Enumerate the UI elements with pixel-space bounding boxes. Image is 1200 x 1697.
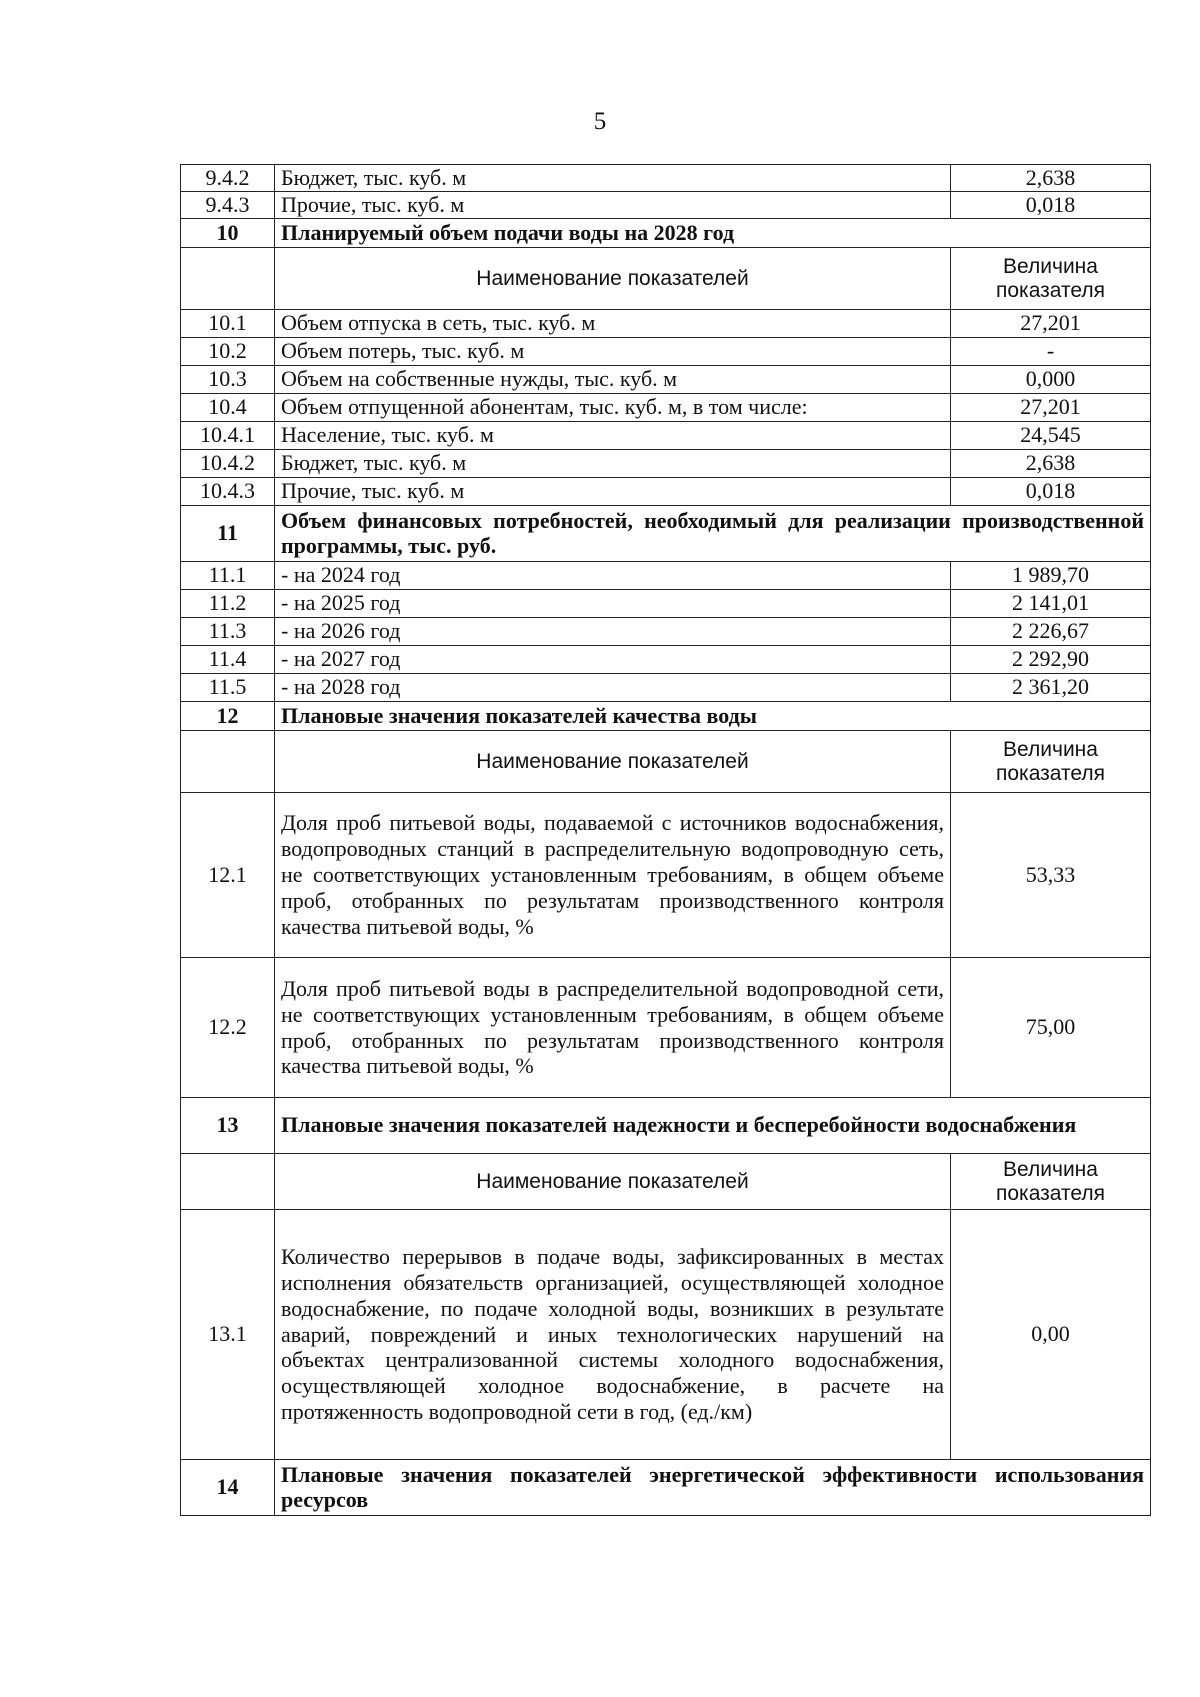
row-name: Доля проб питьевой воды в распределительной водопроводной сети, не соответствующих установленным требованиям, в общем объеме проб, отобранных по результатам производственного контроля качества питьевой воды, % xyxy=(275,958,951,1098)
row-value: 1 989,70 xyxy=(951,562,1151,590)
table-row xyxy=(181,366,1151,394)
row-number: 11.1 xyxy=(181,562,275,590)
row-value: 0,018 xyxy=(951,192,1151,219)
table-row xyxy=(181,478,1151,506)
header-blank xyxy=(181,1154,275,1210)
header-value: Величина показателя xyxy=(951,1154,1151,1210)
table-row xyxy=(181,338,1151,366)
row-number: 12.2 xyxy=(181,958,275,1098)
row-value: - xyxy=(951,338,1151,366)
table-row xyxy=(181,1210,1151,1460)
section-number: 13 xyxy=(181,1098,275,1154)
table-row xyxy=(181,192,1151,219)
table-row xyxy=(181,310,1151,338)
section-row xyxy=(181,1460,1151,1516)
row-value: 0,00 xyxy=(951,1210,1151,1460)
table-row xyxy=(181,674,1151,702)
section-title: Объем финансовых потребностей, необходимый для реализации производственной программы, тыс. руб. xyxy=(275,506,1151,562)
row-name: Доля проб питьевой воды, подаваемой с источников водоснабжения, водопроводных станций в распределительную водопроводную сеть, не соответствующих установленным требованиям, в общем объеме проб, отобранных по результатам производственного контроля качества питьевой воды, % xyxy=(275,793,951,958)
row-name: Объем отпущенной абонентам, тыс. куб. м, в том числе: xyxy=(275,394,951,422)
header-row xyxy=(181,1154,1151,1210)
row-value: 2,638 xyxy=(951,450,1151,478)
header-row xyxy=(181,248,1151,310)
section-title: Плановые значения показателей качества воды xyxy=(275,702,1151,731)
row-number: 10.4.2 xyxy=(181,450,275,478)
table-row xyxy=(181,590,1151,618)
row-name: - на 2025 год xyxy=(275,590,951,618)
header-name: Наименование показателей xyxy=(275,248,951,310)
row-number: 11.3 xyxy=(181,618,275,646)
header-name: Наименование показателей xyxy=(275,731,951,793)
row-number: 9.4.3 xyxy=(181,192,275,219)
indicators-table xyxy=(180,164,1151,1516)
row-name: Бюджет, тыс. куб. м xyxy=(275,450,951,478)
section-row xyxy=(181,219,1151,248)
row-value: 0,018 xyxy=(951,478,1151,506)
row-name: Население, тыс. куб. м xyxy=(275,422,951,450)
section-number: 12 xyxy=(181,702,275,731)
table-row xyxy=(181,394,1151,422)
row-number: 10.2 xyxy=(181,338,275,366)
row-name: Объем потерь, тыс. куб. м xyxy=(275,338,951,366)
table-row xyxy=(181,958,1151,1098)
row-name: - на 2027 год xyxy=(275,646,951,674)
row-value: 53,33 xyxy=(951,793,1151,958)
table-row xyxy=(181,618,1151,646)
row-name: Объем на собственные нужды, тыс. куб. м xyxy=(275,366,951,394)
row-name: Прочие, тыс. куб. м xyxy=(275,192,951,219)
section-row xyxy=(181,1098,1151,1154)
row-number: 11.4 xyxy=(181,646,275,674)
row-name: Прочие, тыс. куб. м xyxy=(275,478,951,506)
section-number: 14 xyxy=(181,1460,275,1516)
table-row xyxy=(181,450,1151,478)
row-name: - на 2028 год xyxy=(275,674,951,702)
row-value: 75,00 xyxy=(951,958,1151,1098)
section-row xyxy=(181,506,1151,562)
table-row xyxy=(181,422,1151,450)
header-value: Величина показателя xyxy=(951,248,1151,310)
row-name: - на 2024 год xyxy=(275,562,951,590)
row-name: Объем отпуска в сеть, тыс. куб. м xyxy=(275,310,951,338)
header-name: Наименование показателей xyxy=(275,1154,951,1210)
section-row xyxy=(181,702,1151,731)
table-row xyxy=(181,165,1151,192)
header-blank xyxy=(181,731,275,793)
row-number: 13.1 xyxy=(181,1210,275,1460)
section-number: 11 xyxy=(181,506,275,562)
row-number: 10.4.1 xyxy=(181,422,275,450)
table-row xyxy=(181,646,1151,674)
row-number: 11.5 xyxy=(181,674,275,702)
row-name: Количество перерывов в подаче воды, зафиксированных в местах исполнения обязательств организацией, осуществляющей холодное водоснабжение, по подаче холодной воды, возникших в результате аварий, повреждений и иных технологических нарушений на объектах централизованной системы холодного водоснабжения, осуществляющей холодное водоснабжение, в расчете на протяженность водопроводной сети в год, (ед./км) xyxy=(275,1210,951,1460)
row-number: 10.3 xyxy=(181,366,275,394)
row-name: Бюджет, тыс. куб. м xyxy=(275,165,951,192)
row-name: - на 2026 год xyxy=(275,618,951,646)
section-number: 10 xyxy=(181,219,275,248)
section-title: Планируемый объем подачи воды на 2028 год xyxy=(275,219,1151,248)
row-value: 0,000 xyxy=(951,366,1151,394)
row-value: 27,201 xyxy=(951,310,1151,338)
table-row xyxy=(181,793,1151,958)
header-row xyxy=(181,731,1151,793)
section-title: Плановые значения показателей надежности и бесперебойности водоснабжения xyxy=(275,1098,1151,1154)
row-number: 10.4 xyxy=(181,394,275,422)
header-value: Величина показателя xyxy=(951,731,1151,793)
header-blank xyxy=(181,248,275,310)
row-value: 2 226,67 xyxy=(951,618,1151,646)
row-value: 2 361,20 xyxy=(951,674,1151,702)
row-number: 10.1 xyxy=(181,310,275,338)
row-number: 9.4.2 xyxy=(181,165,275,192)
row-value: 2,638 xyxy=(951,165,1151,192)
table-row xyxy=(181,562,1151,590)
page-number: 5 xyxy=(593,108,607,135)
row-value: 2 141,01 xyxy=(951,590,1151,618)
section-title: Плановые значения показателей энергетической эффективности использования ресурсов xyxy=(275,1460,1151,1516)
row-number: 11.2 xyxy=(181,590,275,618)
row-number: 12.1 xyxy=(181,793,275,958)
row-value: 27,201 xyxy=(951,394,1151,422)
row-value: 2 292,90 xyxy=(951,646,1151,674)
row-number: 10.4.3 xyxy=(181,478,275,506)
row-value: 24,545 xyxy=(951,422,1151,450)
